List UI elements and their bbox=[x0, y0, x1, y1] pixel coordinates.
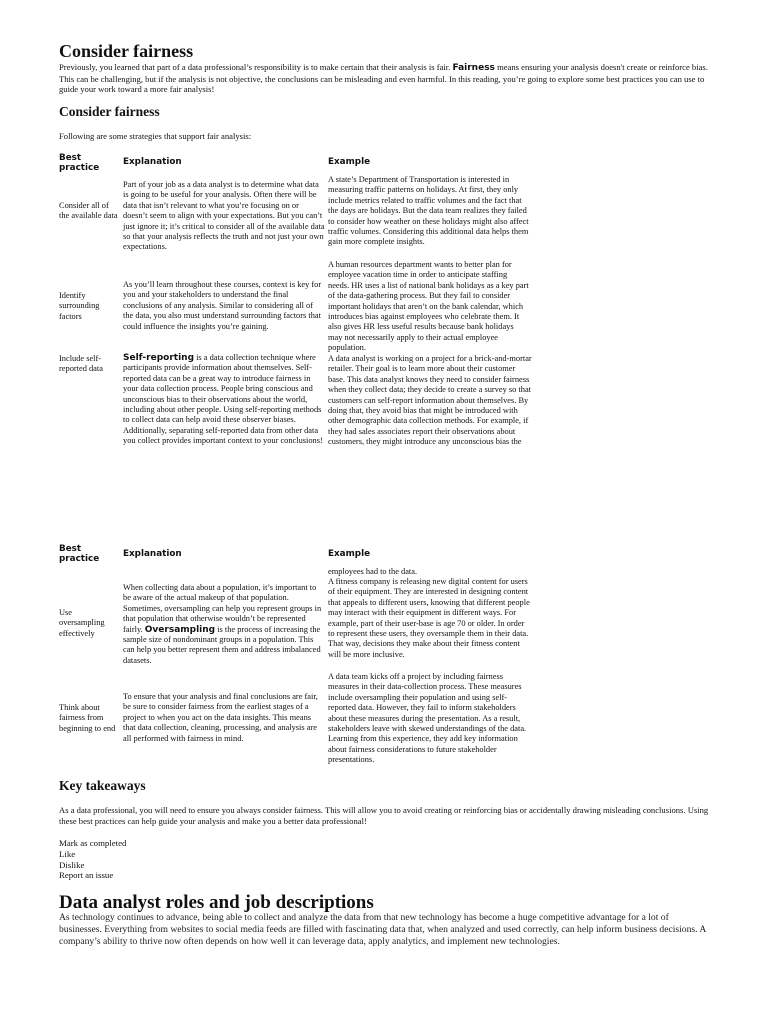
header-explanation-2: Explanation bbox=[123, 549, 182, 559]
row4-example: A fitness company is releasing new digital content for users of their equipment. They are interested in designing content that appeals to different users, knowing that different people may interact with their equipment in different ways. For example, part of their user-base is age 70 or older. In order to represent these users, they oversample them in their data. That way, decisions they make about their fitness content will be more inclusive. bbox=[328, 577, 530, 659]
row1-example: A state’s Department of Transportation is interested in measuring traffic patterns on holidays. At first, they only include metrics related to traffic volumes and the fact that the days are holidays. But the data team realizes they failed to consider how weather on these holidays might also affect traffic volumes. Considering this additional data helps them gain more complete insights. bbox=[328, 175, 529, 247]
dislike-link[interactable]: Dislike bbox=[59, 860, 85, 870]
next-section-text: As technology continues to advance, being able to collect and analyze the data from that new technology has become a huge competitive advantage for a lot of businesses. Everything from websites to social media feeds are filled with fascinating data that, when analyzed and used correctly, can help inform business decisions. A company’s ability to thrive now often depends on how well it can leverage data, apply analytics, and implement new technologies. bbox=[59, 912, 706, 947]
section-subtitle: Consider fairness bbox=[59, 104, 160, 119]
report-issue-link[interactable]: Report an issue bbox=[59, 870, 114, 880]
intro-paragraph bbox=[59, 62, 711, 95]
row3-explanation bbox=[123, 353, 325, 447]
intro-text: Previously, you learned that part of a data professional’s responsibility is to make certain that their analysis is fair. bbox=[59, 62, 453, 72]
row3-explanation-text: is a data collection technique where participants provide information about themselves. Self-reported data can be a great way to introduce fairness in your data collection process. People bring conscious and unconscious bias to their observations about the world, including about other people. Using self-reporting methods to collect data can help avoid these observer biases. Additionally, separating self-reported data from other data you collect provides important context to your conclusions! bbox=[123, 353, 323, 446]
header-example-2: Example bbox=[328, 549, 371, 559]
row4-explanation-text-rest: is the process of increasing the sample size of nondominant groups in a population. This can help you better represent them and address imbalanced datasets. bbox=[123, 624, 321, 665]
mark-as-completed-link[interactable]: Mark as completed bbox=[59, 838, 127, 848]
next-section-title: Data analyst roles and job descriptions bbox=[59, 892, 374, 913]
row3-practice: Include self-reported data bbox=[59, 354, 103, 374]
row2-practice: Identify surrounding factors bbox=[59, 291, 100, 321]
header-explanation: Explanation bbox=[123, 157, 182, 167]
row4-practice: Use oversampling effectively bbox=[59, 608, 105, 638]
row5-example: A data team kicks off a project by including fairness measures in their data-collection process. These measures include oversampling their population and using self-reported data. However, they fail to inform stakeholders about these measures during the presentation. As a result, stakeholders leave with skewed understandings of the data. Learning from this experience, they add key information about fairness considerations to future stakeholder presentations. bbox=[328, 672, 527, 765]
strategies-intro: Following are some strategies that support fair analysis: bbox=[59, 131, 252, 141]
like-link[interactable]: Like bbox=[59, 849, 76, 859]
page-title: Consider fairness bbox=[59, 41, 194, 61]
row2-explanation: As you’ll learn throughout these courses, context is key for you and your stakeholders to understand the final conclusions of any analysis. Similar to considering all of the data, you also must understand surrounding factors that could influence the insights you’re gaining. bbox=[123, 280, 322, 331]
takeaways-title: Key takeaways bbox=[59, 778, 146, 793]
header-example: Example bbox=[328, 157, 371, 167]
self-reporting-term: Self-reporting bbox=[123, 353, 195, 363]
row2-example: A human resources department wants to better plan for employee vacation time in order to anticipate staffing needs. HR uses a list of national bank holidays as a key part of the data-gathering process. But they fail to consider important holidays that aren’t on the bank calendar, which introduces bias against employees who celebrate them. It also gives HR less useful results because bank holidays may not necessarily apply to their actual employee population. bbox=[328, 260, 529, 353]
header-best-practice: Best practice bbox=[59, 153, 100, 173]
row5-practice: Think about fairness from beginning to end bbox=[59, 703, 116, 733]
row5-explanation: To ensure that your analysis and final conclusions are fair, be sure to consider fairness from the earliest stages of a project to when you act on the data insights. This means that data collection, cleaning, processing, and analysis are all performed with fairness in mind. bbox=[123, 692, 318, 743]
row4-explanation-text: When collecting data about a population, it’s important to be aware of the actual makeup of that population. Sometimes, oversampling can help you represent groups in that population that otherwise wouldn’t be represented fairly. bbox=[123, 583, 322, 634]
oversampling-term: Oversampling bbox=[144, 624, 216, 635]
takeaways-text: As a data professional, you will need to ensure you always consider fairness. This will allow you to avoid creating or reinforcing bias or accidentally drawing misleading conclusions. Using these best practices can help guide your analysis and make you a better data professional! bbox=[59, 805, 709, 826]
fairness-term: Fairness bbox=[452, 63, 495, 73]
row1-explanation: Part of your job as a data analyst is to determine what data is going to be useful for your analysis. Often there will be data that isn’t relevant to what you’re focusing on or doesn’t seem to align with your expectations. But you can’t just ignore it; it’s critical to consider all of the available data so that your analysis reflects the truth and not just your own expectations. bbox=[123, 180, 325, 252]
row4-explanation bbox=[123, 583, 325, 666]
intro-text-rest: means ensuring your analysis doesn't create or reinforce bias. This can be challenging, but if the analysis is not objective, the conclusions can be misleading and even harmful. In this reading, you’re going to explore some best practices you can use to guide your work toward a more fair analysis! bbox=[59, 62, 708, 94]
row1-practice: Consider all of the available data bbox=[59, 201, 118, 221]
continued-example-text: employees had to the data. bbox=[328, 567, 418, 576]
header-best-practice-2: Best practice bbox=[59, 544, 100, 564]
row3-example: A data analyst is working on a project for a brick-and-mortar retailer. Their goal is to learn more about their customer base. This data analyst knows they need to consider fairness when they collect data; they decide to create a survey so that customers can self-report information about themselves. By doing that, they avoid bias that might be introduced with other demographic data collection methods. For example, if they had sales associates report their observations about customers, they might introduce any unconscious bias the bbox=[328, 354, 532, 447]
